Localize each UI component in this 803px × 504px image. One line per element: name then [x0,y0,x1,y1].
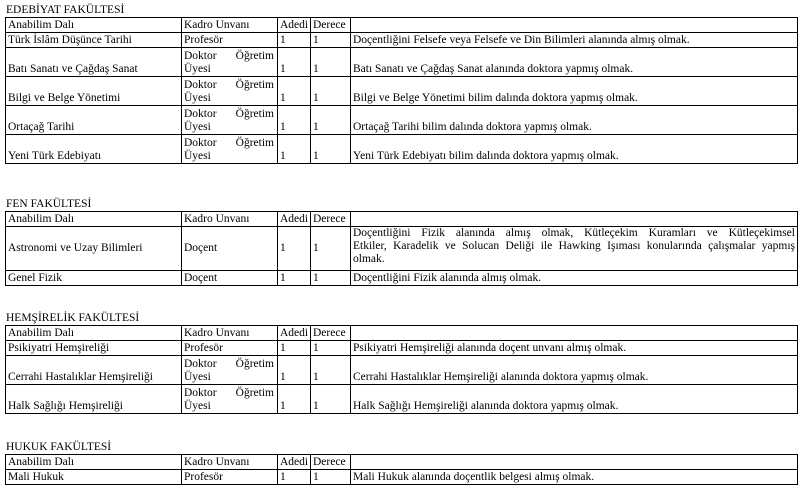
cell-kadro: Profesör [182,33,278,48]
cell-aciklama: Doçentliğini Fizik alanında almış olmak. [351,271,798,286]
kadro-word: Üyesi [184,150,211,162]
header-derece: Derece [311,455,351,470]
kadro-word: Doktor [184,79,217,91]
cell-aciklama: Yeni Türk Edebiyatı bilim dalında doktora yapmış olmak. [351,135,798,164]
cell-adet: 1 [278,48,311,77]
aciklama-line: Etkiler, Karadelik ve Solucan Deliği ile Hawking Işıması konularında çalışmalar yapmış [353,240,795,252]
cell-kadro [182,48,278,77]
cell-kadro [182,77,278,106]
cell-kadro [182,106,278,135]
cell-dal: Yeni Türk Edebiyatı [6,135,182,164]
header-derece: Derece [311,326,351,341]
header-derece: Derece [311,212,351,227]
cell-dal: Psikiyatri Hemşireliği [6,341,182,356]
table-row [6,470,798,485]
kadro-word: Öğretim [235,108,274,120]
positions-table [5,325,798,414]
cell-aciklama: Bilgi ve Belge Yönetimi bilim dalında doktora yapmış olmak. [351,77,798,106]
section-hemsirelik [5,311,798,414]
kadro-word: Doktor [184,50,217,62]
header-aciklama [351,326,798,341]
table-row [6,77,798,106]
cell-dal: Genel Fizik [6,271,182,286]
header-aciklama [351,455,798,470]
cell-adet: 1 [278,470,311,485]
header-adet: Adedi [278,18,311,33]
header-dal: Anabilim Dalı [6,212,182,227]
cell-dal: Bilgi ve Belge Yönetimi [6,77,182,106]
aciklama-line: Doçentliğini Fizik alanında almış olmak, Kütleçekim Kuramları ve Kütleçekimsel [353,227,795,239]
cell-aciklama: Doçentliğini Felsefe veya Felsefe ve Din Bilimleri alanında almış olmak. [351,33,798,48]
table-row [6,356,798,385]
cell-dal: Halk Sağlığı Hemşireliği [6,385,182,414]
cell-aciklama: Halk Sağlığı Hemşireliği alanında doktora yapmış olmak. [351,385,798,414]
cell-kadro [182,385,278,414]
section-title: EDEBİYAT FAKÜLTESİ [6,4,125,16]
cell-derece: 1 [311,135,351,164]
section-title: FEN FAKÜLTESİ [6,198,92,210]
positions-table [5,17,798,164]
cell-dal: Cerrahi Hastalıklar Hemşireliği [6,356,182,385]
cell-dal: Astronomi ve Uzay Bilimleri [6,227,182,271]
table-row [6,48,798,77]
header-kadro: Kadro Unvanı [182,455,278,470]
table-row [6,227,798,271]
cell-aciklama: Batı Sanatı ve Çağdaş Sanat alanında doktora yapmış olmak. [351,48,798,77]
cell-kadro: Doçent [182,271,278,286]
table-header-row [6,212,798,227]
cell-derece: 1 [311,271,351,286]
cell-kadro: Profesör [182,341,278,356]
header-dal: Anabilim Dalı [6,18,182,33]
header-dal: Anabilim Dalı [6,455,182,470]
header-aciklama [351,18,798,33]
table-header-row [6,326,798,341]
kadro-word: Öğretim [235,358,274,370]
cell-derece: 1 [311,106,351,135]
kadro-word: Doktor [184,108,217,120]
cell-aciklama: Cerrahi Hastalıklar Hemşireliği alanında doktora yapmış olmak. [351,356,798,385]
header-aciklama [351,212,798,227]
kadro-word: Doktor [184,387,217,399]
cell-derece: 1 [311,227,351,271]
cell-adet: 1 [278,271,311,286]
cell-kadro [182,356,278,385]
section-title: HUKUK FAKÜLTESİ [6,441,112,453]
kadro-word: Öğretim [235,79,274,91]
cell-kadro: Doçent [182,227,278,271]
positions-table [5,211,798,286]
header-kadro: Kadro Unvanı [182,326,278,341]
header-adet: Adedi [278,326,311,341]
cell-adet: 1 [278,33,311,48]
table-row [6,385,798,414]
cell-aciklama: Mali Hukuk alanında doçentlik belgesi almış olmak. [351,470,798,485]
cell-derece: 1 [311,470,351,485]
table-row [6,106,798,135]
kadro-word: Üyesi [184,92,211,104]
header-derece: Derece [311,18,351,33]
kadro-word: Öğretim [235,50,274,62]
section-fen [5,197,798,286]
cell-derece: 1 [311,385,351,414]
table-header-row [6,18,798,33]
cell-adet: 1 [278,77,311,106]
kadro-word: Üyesi [184,121,211,133]
header-adet: Adedi [278,455,311,470]
kadro-word: Üyesi [184,63,211,75]
table-row [6,341,798,356]
cell-dal: Mali Hukuk [6,470,182,485]
cell-aciklama [351,227,798,271]
table-row [6,33,798,48]
table-header-row [6,455,798,470]
cell-derece: 1 [311,356,351,385]
cell-adet: 1 [278,227,311,271]
header-dal: Anabilim Dalı [6,326,182,341]
cell-aciklama: Ortaçağ Tarihi bilim dalında doktora yapmış olmak. [351,106,798,135]
cell-adet: 1 [278,135,311,164]
cell-dal: Ortaçağ Tarihi [6,106,182,135]
positions-table [5,454,798,485]
cell-derece: 1 [311,48,351,77]
header-kadro: Kadro Unvanı [182,18,278,33]
aciklama-line: olmak. [353,253,385,265]
section-title: HEMŞİRELİK FAKÜLTESİ [6,312,140,324]
kadro-word: Doktor [184,137,217,149]
cell-dal: Batı Sanatı ve Çağdaş Sanat [6,48,182,77]
cell-adet: 1 [278,385,311,414]
cell-derece: 1 [311,33,351,48]
kadro-word: Öğretim [235,137,274,149]
section-edebiyat [5,3,798,164]
cell-adet: 1 [278,356,311,385]
cell-derece: 1 [311,77,351,106]
section-hukuk [5,440,798,485]
cell-dal: Türk İslâm Düşünce Tarihi [6,33,182,48]
kadro-word: Doktor [184,358,217,370]
header-kadro: Kadro Unvanı [182,212,278,227]
cell-adet: 1 [278,106,311,135]
kadro-word: Öğretim [235,387,274,399]
table-row [6,271,798,286]
cell-derece: 1 [311,341,351,356]
table-row [6,135,798,164]
cell-adet: 1 [278,341,311,356]
cell-kadro: Profesör [182,470,278,485]
cell-aciklama: Psikiyatri Hemşireliği alanında doçent unvanı almış olmak. [351,341,798,356]
header-adet: Adedi [278,212,311,227]
cell-kadro [182,135,278,164]
kadro-word: Üyesi [184,371,211,383]
kadro-word: Üyesi [184,400,211,412]
